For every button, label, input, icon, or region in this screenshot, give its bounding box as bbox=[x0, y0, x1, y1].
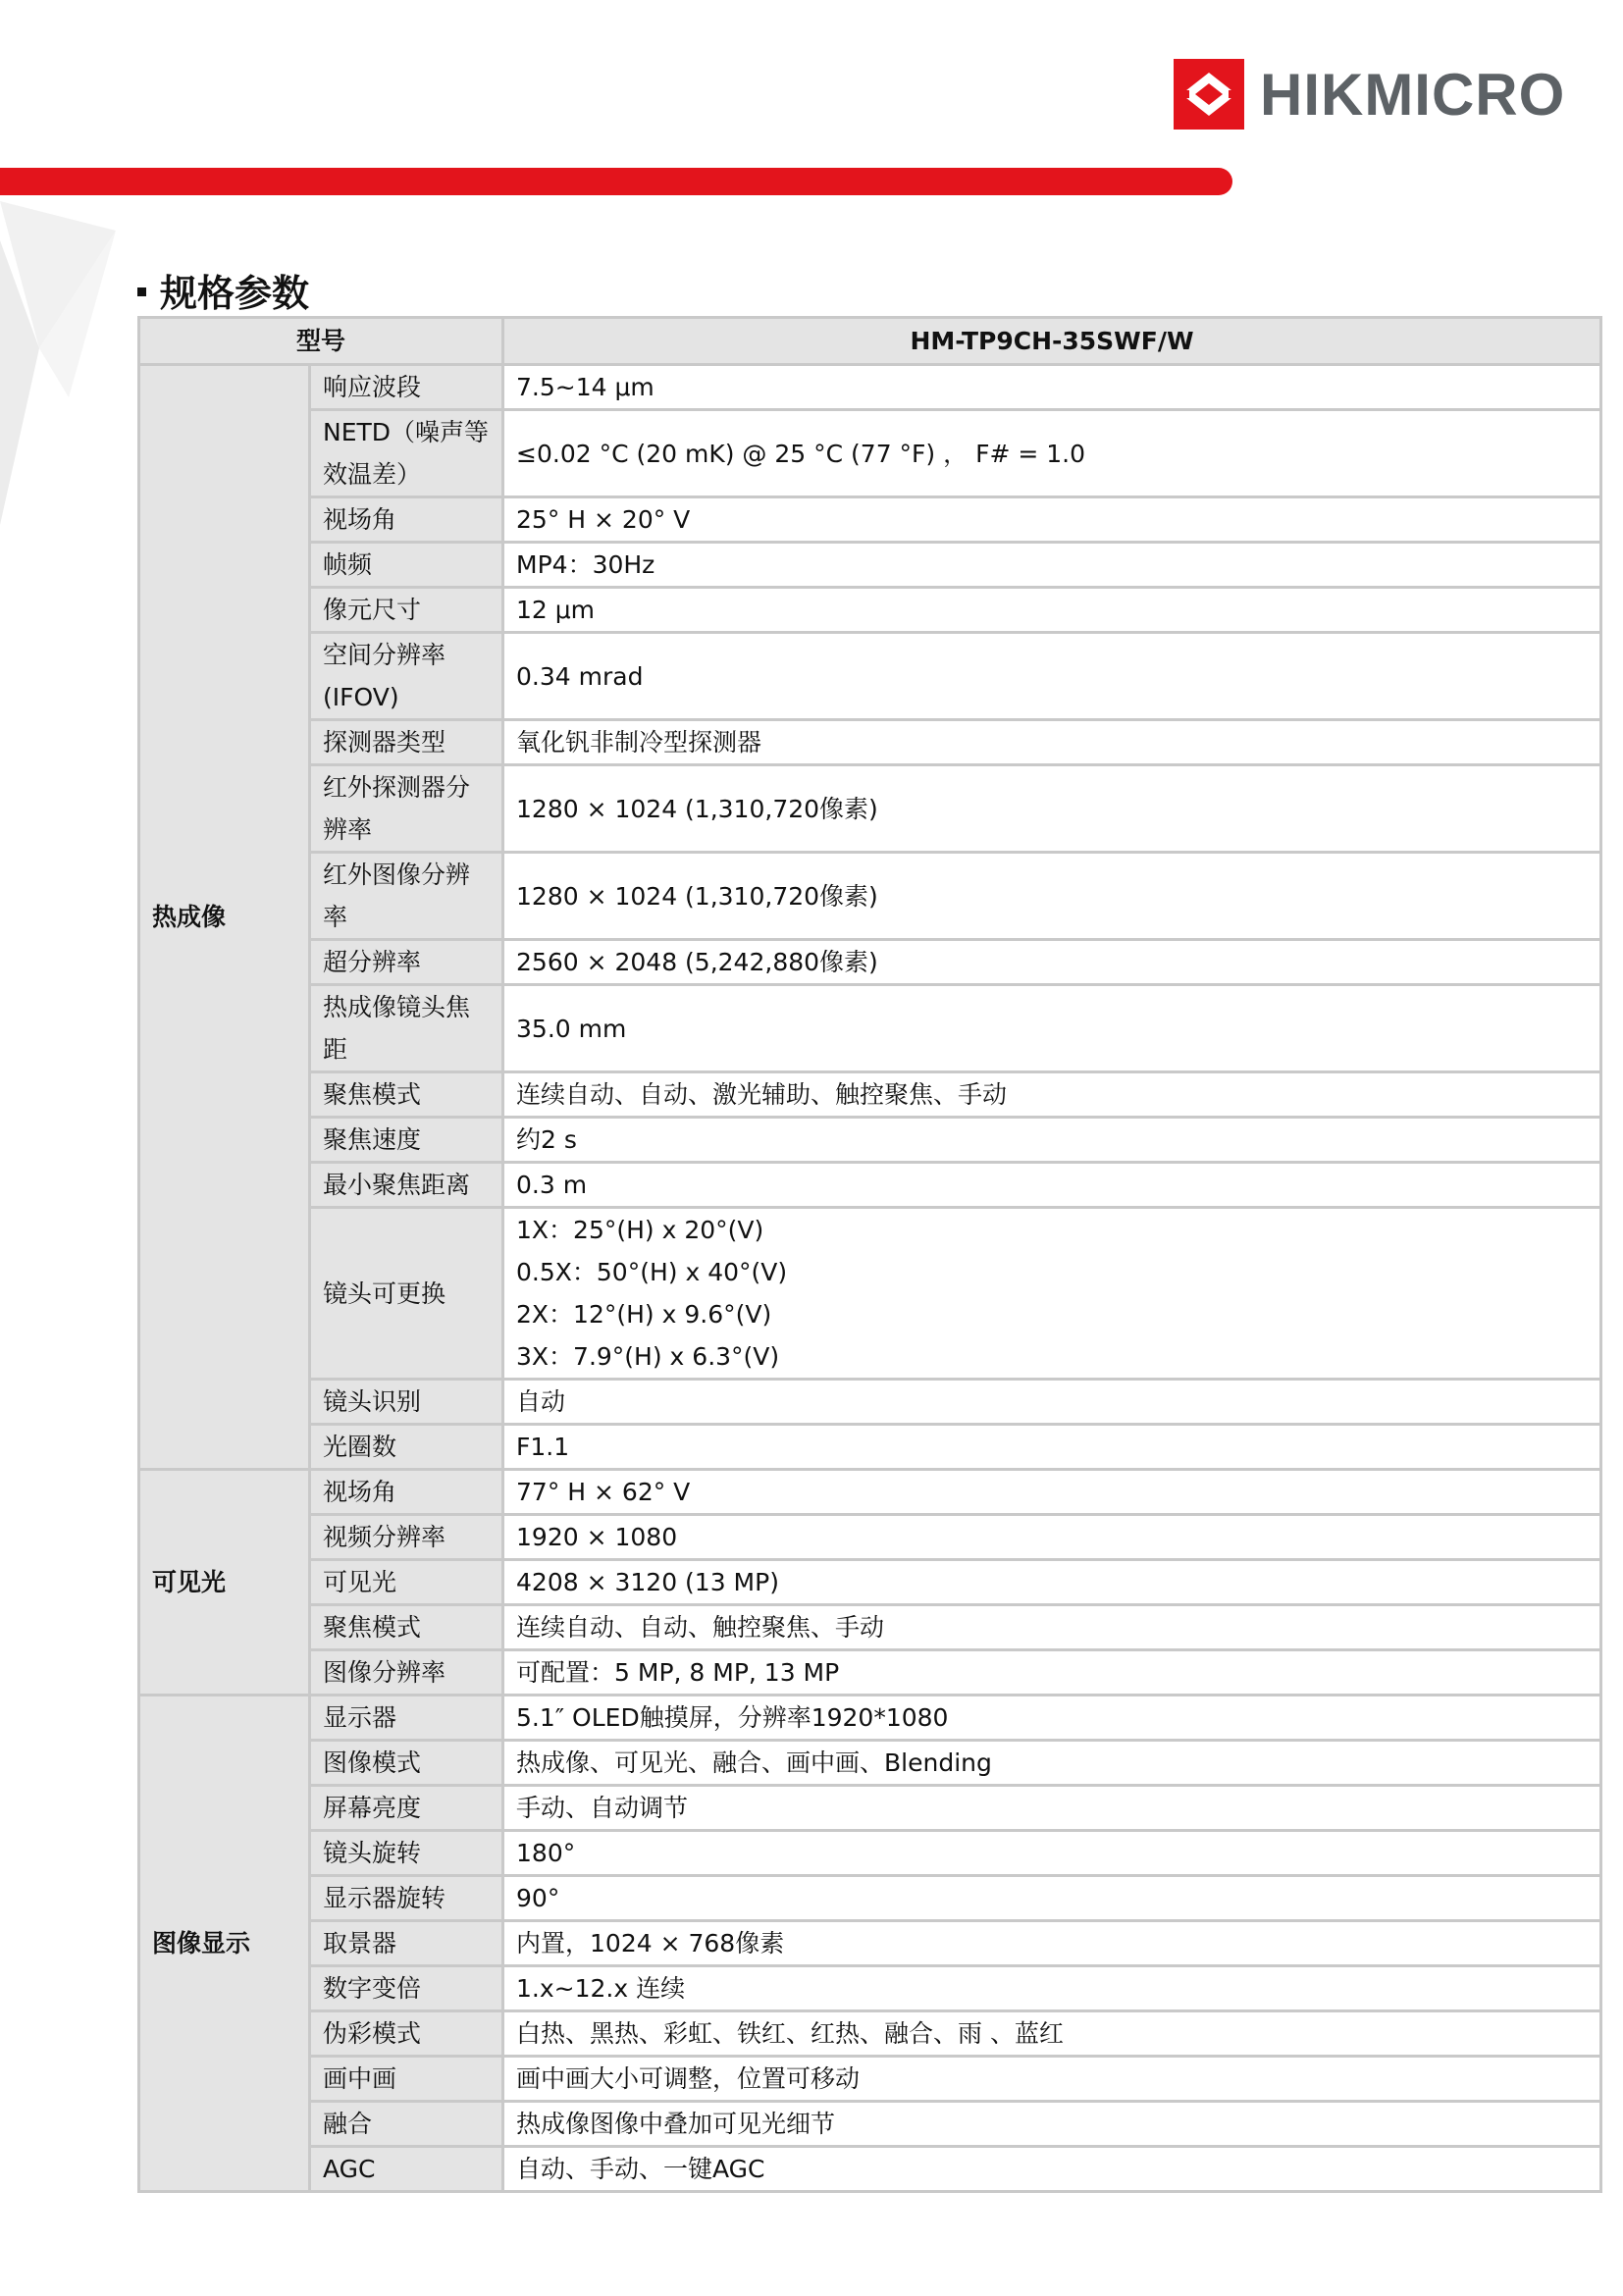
table-row bbox=[139, 2102, 1601, 2147]
value-line: ≤0.02 °C (20 mK) @ 25 °C (77 °F) ， F# = 1.0 bbox=[516, 439, 1086, 468]
value-line: 热成像、可见光、融合、画中画、Blending bbox=[516, 1748, 992, 1777]
table-row bbox=[139, 1786, 1601, 1831]
table-row bbox=[139, 588, 1601, 633]
section-bullet bbox=[137, 287, 146, 296]
value-cell bbox=[503, 543, 1601, 588]
value-cell bbox=[503, 1380, 1601, 1425]
param-cell: 聚焦模式 bbox=[310, 1605, 503, 1650]
param-cell: 热成像镜头焦距 bbox=[310, 985, 503, 1072]
value-line: 0.5X：50°(H) x 40°(V) bbox=[516, 1258, 788, 1286]
model-label: 型号 bbox=[139, 318, 503, 365]
value-line: 1280 × 1024 (1,310,720像素) bbox=[516, 881, 878, 911]
value-cell bbox=[503, 633, 1601, 720]
value-cell bbox=[503, 853, 1601, 940]
value-cell bbox=[503, 1425, 1601, 1470]
param-cell: 最小聚焦距离 bbox=[310, 1163, 503, 1208]
value-cell bbox=[503, 985, 1601, 1072]
model-value: HM-TP9CH-35SWF/W bbox=[503, 318, 1601, 365]
value-line: 35.0 mm bbox=[516, 1014, 627, 1043]
param-cell: 画中画 bbox=[310, 2057, 503, 2102]
value-cell bbox=[503, 1470, 1601, 1515]
param-cell: 像元尺寸 bbox=[310, 588, 503, 633]
value-cell bbox=[503, 2011, 1601, 2057]
table-row bbox=[139, 1650, 1601, 1696]
value-line: 连续自动、自动、激光辅助、触控聚焦、手动 bbox=[516, 1080, 1008, 1109]
param-cell: 光圈数 bbox=[310, 1425, 503, 1470]
param-cell: 聚焦模式 bbox=[310, 1072, 503, 1118]
param-cell: 视场角 bbox=[310, 497, 503, 543]
table-row bbox=[139, 1831, 1601, 1876]
table-row bbox=[139, 1696, 1601, 1741]
param-cell: 取景器 bbox=[310, 1921, 503, 1966]
value-cell bbox=[503, 1650, 1601, 1696]
category-cell: 图像显示 bbox=[139, 1696, 310, 2192]
table-row bbox=[139, 985, 1601, 1072]
value-cell bbox=[503, 1786, 1601, 1831]
value-line: 1280 × 1024 (1,310,720像素) bbox=[516, 794, 878, 823]
value-line: 12 μm bbox=[516, 596, 596, 624]
value-cell bbox=[503, 1163, 1601, 1208]
table-row bbox=[139, 1966, 1601, 2011]
table-row bbox=[139, 497, 1601, 543]
category-cell: 热成像 bbox=[139, 365, 310, 1470]
value-line: 0.34 mrad bbox=[516, 661, 644, 691]
value-cell bbox=[503, 1921, 1601, 1966]
param-cell: 镜头可更换 bbox=[310, 1208, 503, 1380]
value-cell bbox=[503, 1605, 1601, 1650]
param-cell: 屏幕亮度 bbox=[310, 1786, 503, 1831]
table-row bbox=[139, 1741, 1601, 1786]
section-title-text: 规格参数 bbox=[160, 272, 310, 315]
table-row bbox=[139, 1470, 1601, 1515]
value-cell bbox=[503, 720, 1601, 765]
value-line: F1.1 bbox=[516, 1433, 570, 1461]
table-row bbox=[139, 1208, 1601, 1380]
brand-logo bbox=[1174, 59, 1565, 130]
param-cell: 显示器 bbox=[310, 1696, 503, 1741]
value-cell bbox=[503, 1072, 1601, 1118]
value-line: 90° bbox=[516, 1884, 560, 1912]
value-line: 白热、黑热、彩虹、铁红、红热、融合、雨 、蓝红 bbox=[516, 2019, 1064, 2048]
table-row bbox=[139, 1425, 1601, 1470]
value-cell bbox=[503, 1208, 1601, 1380]
value-line: 热成像图像中叠加可见光细节 bbox=[516, 2110, 836, 2138]
value-cell bbox=[503, 1831, 1601, 1876]
value-line: 连续自动、自动、触控聚焦、手动 bbox=[516, 1613, 885, 1642]
table-row bbox=[139, 940, 1601, 985]
value-line: 手动、自动调节 bbox=[516, 1794, 689, 1822]
table-row bbox=[139, 853, 1601, 940]
table-row bbox=[139, 1118, 1601, 1163]
section-title bbox=[137, 263, 309, 317]
param-cell: 空间分辨率 (IFOV) bbox=[310, 633, 503, 720]
table-row bbox=[139, 2147, 1601, 2192]
decorative-watermark bbox=[0, 201, 118, 525]
table-row bbox=[139, 1876, 1601, 1921]
value-line: 7.5~14 μm bbox=[516, 373, 654, 401]
value-line: 4208 × 3120 (13 MP) bbox=[516, 1568, 779, 1596]
value-line: MP4：30Hz bbox=[516, 550, 655, 579]
value-cell bbox=[503, 497, 1601, 543]
brand-name: HIKMICRO bbox=[1260, 61, 1566, 128]
param-cell: 响应波段 bbox=[310, 365, 503, 410]
table-row bbox=[139, 1560, 1601, 1605]
value-cell bbox=[503, 2057, 1601, 2102]
table-row bbox=[139, 1921, 1601, 1966]
value-cell bbox=[503, 365, 1601, 410]
param-cell: NETD（噪声等效温差） bbox=[310, 410, 503, 497]
param-cell: 视频分辨率 bbox=[310, 1515, 503, 1560]
header-red-bar bbox=[0, 168, 1232, 195]
param-cell: 视场角 bbox=[310, 1470, 503, 1515]
value-line: 自动、手动、一键AGC bbox=[516, 2155, 765, 2183]
table-row bbox=[139, 410, 1601, 497]
param-cell: 图像模式 bbox=[310, 1741, 503, 1786]
value-cell bbox=[503, 1741, 1601, 1786]
param-cell: 红外探测器分辨率 bbox=[310, 765, 503, 853]
value-line: 25° H × 20° V bbox=[516, 505, 691, 534]
value-line: 氧化钒非制冷型探测器 bbox=[516, 728, 762, 757]
param-cell: 聚焦速度 bbox=[310, 1118, 503, 1163]
value-cell bbox=[503, 765, 1601, 853]
value-line: 1X：25°(H) x 20°(V) bbox=[516, 1216, 764, 1244]
value-cell bbox=[503, 588, 1601, 633]
param-cell: 显示器旋转 bbox=[310, 1876, 503, 1921]
param-cell: 帧频 bbox=[310, 543, 503, 588]
value-cell bbox=[503, 2102, 1601, 2147]
value-line: 2560 × 2048 (5,242,880像素) bbox=[516, 948, 878, 976]
table-row bbox=[139, 1163, 1601, 1208]
spec-table bbox=[137, 316, 1602, 2193]
value-line: 77° H × 62° V bbox=[516, 1478, 691, 1506]
param-cell: AGC bbox=[310, 2147, 503, 2192]
table-row bbox=[139, 2011, 1601, 2057]
value-cell bbox=[503, 2147, 1601, 2192]
table-row bbox=[139, 1072, 1601, 1118]
value-line: 0.3 m bbox=[516, 1171, 588, 1199]
value-line: 180° bbox=[516, 1839, 576, 1867]
table-row bbox=[139, 1515, 1601, 1560]
param-cell: 红外图像分辨率 bbox=[310, 853, 503, 940]
value-line: 3X：7.9°(H) x 6.3°(V) bbox=[516, 1342, 780, 1371]
param-cell: 探测器类型 bbox=[310, 720, 503, 765]
table-header-row bbox=[139, 318, 1601, 365]
table-row bbox=[139, 720, 1601, 765]
param-cell: 可见光 bbox=[310, 1560, 503, 1605]
table-row bbox=[139, 765, 1601, 853]
table-row bbox=[139, 2057, 1601, 2102]
param-cell: 融合 bbox=[310, 2102, 503, 2147]
value-cell bbox=[503, 940, 1601, 985]
value-line: 约2 s bbox=[516, 1125, 577, 1154]
value-line: 1.x~12.x 连续 bbox=[516, 1974, 686, 2003]
table-row bbox=[139, 543, 1601, 588]
value-cell bbox=[503, 1560, 1601, 1605]
value-cell bbox=[503, 410, 1601, 497]
table-row bbox=[139, 365, 1601, 410]
value-cell bbox=[503, 1696, 1601, 1741]
value-cell bbox=[503, 1118, 1601, 1163]
table-row bbox=[139, 1380, 1601, 1425]
param-cell: 超分辨率 bbox=[310, 940, 503, 985]
value-line: 5.1″ OLED触摸屏，分辨率1920*1080 bbox=[516, 1703, 949, 1732]
value-line: 1920 × 1080 bbox=[516, 1523, 678, 1551]
value-line: 自动 bbox=[516, 1387, 566, 1416]
param-cell: 镜头旋转 bbox=[310, 1831, 503, 1876]
param-cell: 伪彩模式 bbox=[310, 2011, 503, 2057]
value-line: 内置，1024 × 768像素 bbox=[516, 1929, 785, 1957]
param-cell: 数字变倍 bbox=[310, 1966, 503, 2011]
table-row bbox=[139, 633, 1601, 720]
value-cell bbox=[503, 1876, 1601, 1921]
param-cell: 图像分辨率 bbox=[310, 1650, 503, 1696]
value-line: 2X：12°(H) x 9.6°(V) bbox=[516, 1300, 772, 1329]
value-line: 可配置：5 MP, 8 MP, 13 MP bbox=[516, 1658, 840, 1687]
value-cell bbox=[503, 1966, 1601, 2011]
category-cell: 可见光 bbox=[139, 1470, 310, 1696]
value-line: 画中画大小可调整，位置可移动 bbox=[516, 2064, 861, 2093]
table-row bbox=[139, 1605, 1601, 1650]
hikmicro-logo-icon bbox=[1174, 59, 1244, 130]
value-cell bbox=[503, 1515, 1601, 1560]
param-cell: 镜头识别 bbox=[310, 1380, 503, 1425]
